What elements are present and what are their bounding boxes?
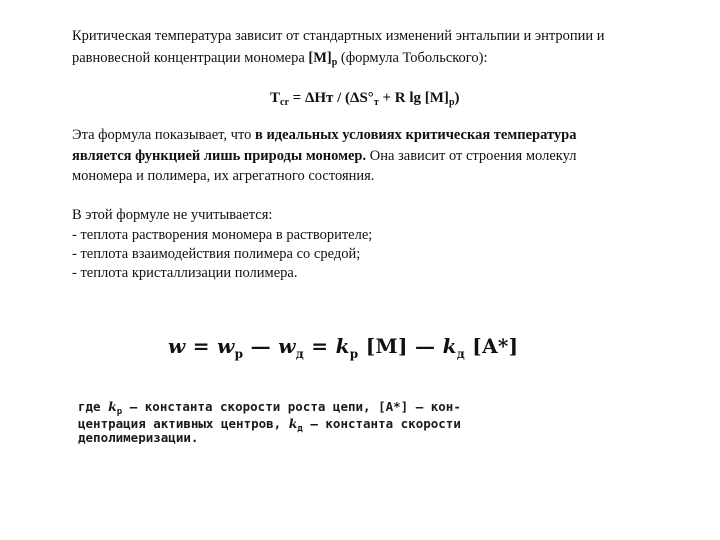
scan-line-2: центрация активных центров, $k_д$ — константа скорости: [78, 416, 461, 434]
scanned-definition: [78, 398, 488, 444]
intro-text-2b: (формула Тобольского):: [337, 50, 488, 66]
explain-line-2: является функцией лишь природы мономер. Она зависит от строения молекул: [72, 148, 577, 164]
scan-line-3: деполимеризации.: [78, 430, 199, 444]
explain-line-1: Эта формула показывает, что в идеальных условиях критическая температура: [72, 127, 577, 143]
explain-line-3: мономера и полимера, их агрегатного состояния.: [72, 168, 375, 184]
tobolsky-formula: $T_{cr} = \Delta Hт / (\Delta S^\circ_т + R$ $\lg [M]_p$): [270, 90, 460, 108]
list-heading: В этой формуле не учитывается:: [72, 207, 273, 223]
list-item: - теплота кристаллизации полимера.: [72, 265, 298, 281]
intro-text-1: Критическая температура зависит от стандартных изменений энтальпии и энтропии и: [72, 28, 605, 44]
list-item: - теплота взаимодействия полимера со средой;: [72, 246, 361, 262]
scan-line-1: где $k_p$ — константа скорости роста цепи, [A*] — кон-: [78, 399, 461, 417]
rate-equation: $w = w_p$ — $w_д = k_p$ [M] — $k_д$ [A*]: [168, 334, 519, 361]
list-item: - теплота растворения мономера в растворителе;: [72, 227, 373, 243]
monomer-concentration: $[M]_p$: [308, 50, 338, 68]
intro-text-2a: равновесной концентрации мономера: [72, 50, 309, 66]
intro-line-2: [72, 49, 488, 69]
intro-line-1: [72, 27, 605, 47]
